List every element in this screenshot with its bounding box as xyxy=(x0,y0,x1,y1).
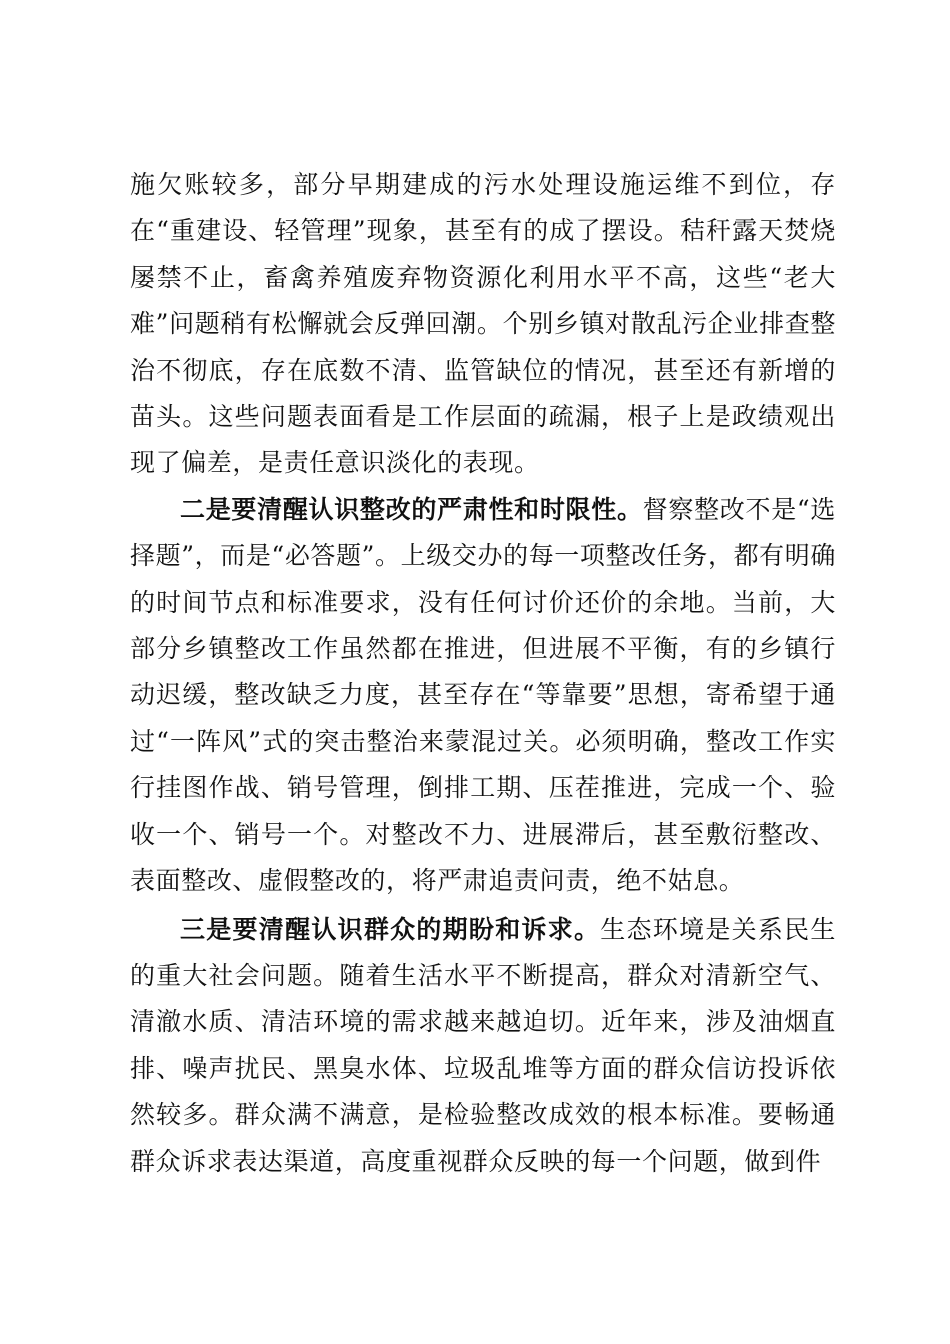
document-body xyxy=(130,162,836,1185)
paragraph-lead-heading: 三是要清醒认识群众的期盼和诉求。 xyxy=(180,914,601,944)
paragraph-text: 施欠账较多，部分早期建成的污水处理设施运维不到位，存在“重建设、轻管理”现象，甚至有的成了摆设。秸秆露天焚烧屡禁不止，畜禽养殖废弃物资源化利用水平不高，这些“老大难”问题稍有松懈就会反弹回潮。个别乡镇对散乱污企业排查整治不彻底，存在底数不清、监管缺位的情况，甚至还有新增的苗头。这些问题表面看是工作层面的疏漏，根子上是政绩观出现了偏差，是责任意识淡化的表现。 xyxy=(130,170,836,478)
paragraph-lead-heading: 二是要清醒认识整改的严肃性和时限性。 xyxy=(180,494,643,524)
paragraph-text: 督察整改不是“选择题”，而是“必答题”。上级交办的每一项整改任务，都有明确的时间节点和标准要求，没有任何讨价还价的余地。当前，大部分乡镇整改工作虽然都在推进，但进展不平衡，有的乡镇行动迟缓，整改缺乏力度，甚至存在“等靠要”思想，寄希望于通过“一阵风”式的突击整治来蒙混过关。必须明确，整改工作实行挂图作战、销号管理，倒排工期、压茬推进，完成一个、验收一个、销号一个。对整改不力、进展滞后，甚至敷衍整改、表面整改、虚假整改的，将严肃追责问责，绝不姑息。 xyxy=(130,494,836,896)
paragraph-point-two xyxy=(130,487,836,905)
paragraph-continued xyxy=(130,162,836,487)
paragraph-point-three xyxy=(130,907,836,1185)
paragraph-text: 生态环境是关系民生的重大社会问题。随着生活水平不断提高，群众对清新空气、清澈水质、清洁环境的需求越来越迫切。近年来，涉及油烟直排、噪声扰民、黑臭水体、垃圾乱堆等方面的群众信访投诉依然较多。群众满不满意，是检验整改成效的根本标准。要畅通群众诉求表达渠道，高度重视群众反映的每一个问题，做到件 xyxy=(130,914,836,1176)
